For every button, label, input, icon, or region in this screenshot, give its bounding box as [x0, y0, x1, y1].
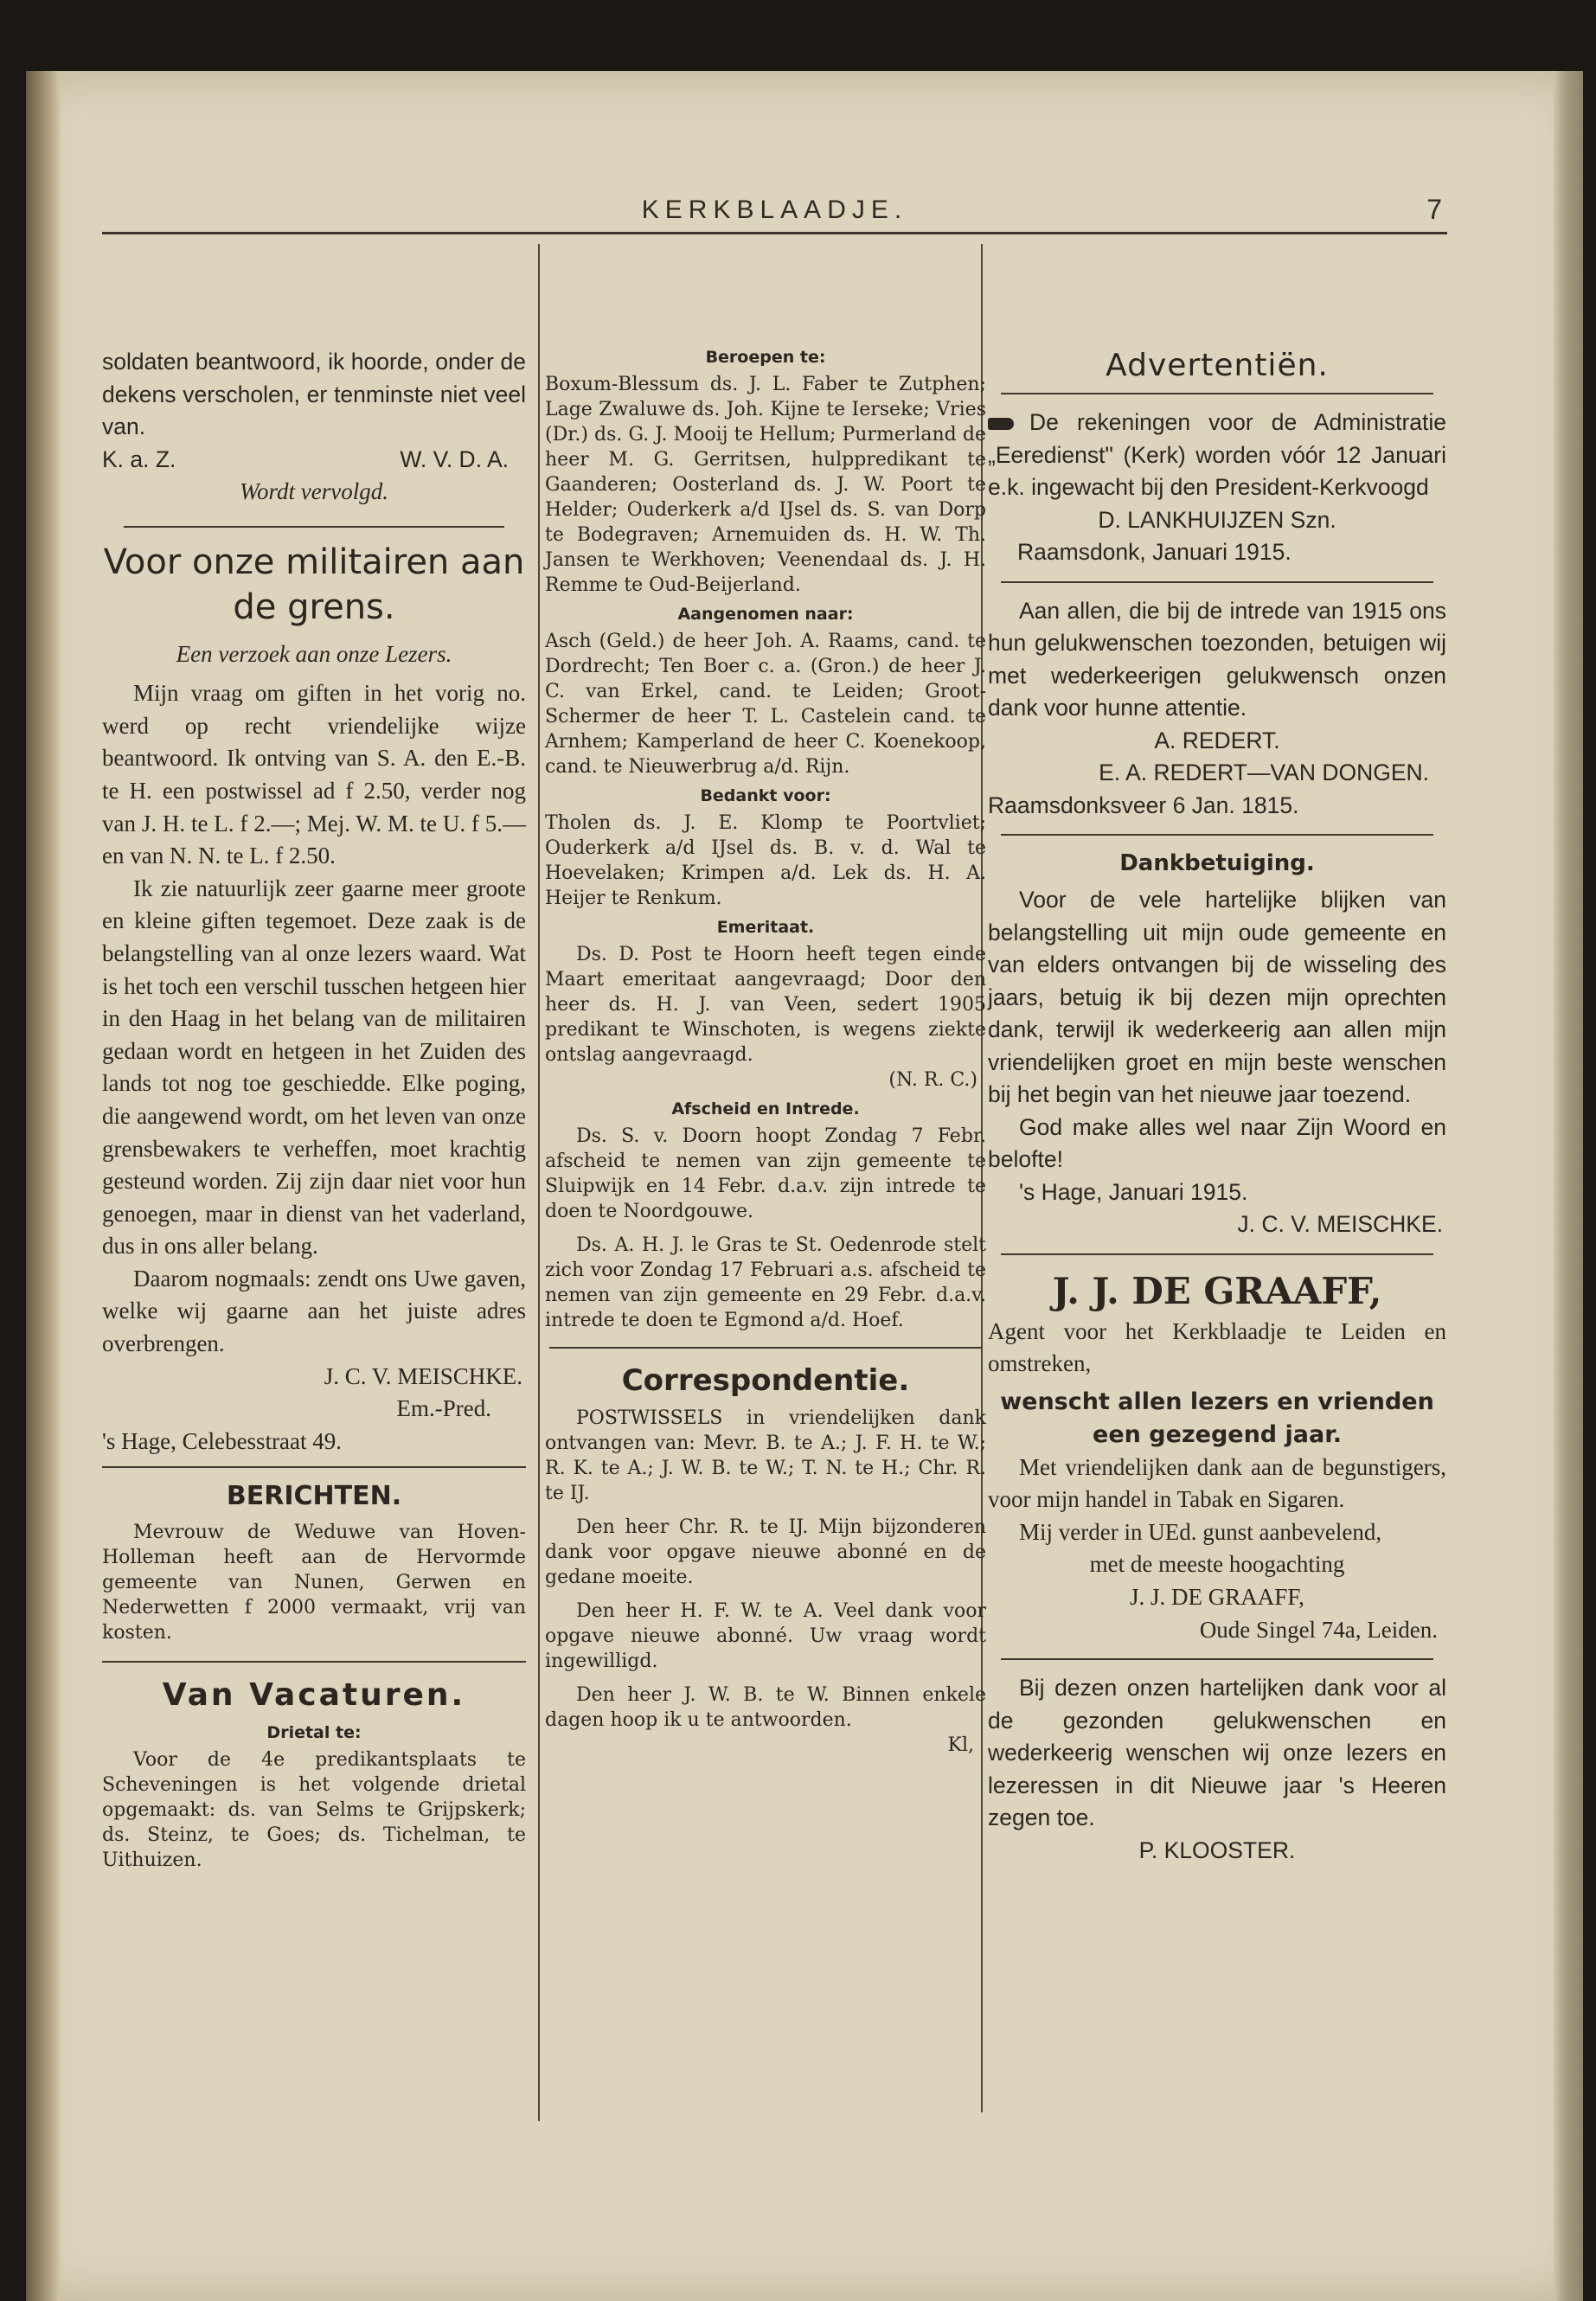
- section-divider: [1001, 393, 1433, 394]
- afscheid-paragraph: Ds. A. H. J. le Gras te St. Oedenrode stelt zich voor Zondag 17 Februari a.s. afscheid te nemen van zijn gemeente en 29 Febr. d.a.v. intrede te doen te Egmond a/d. Hoef.: [545, 1234, 986, 1331]
- bedankt-text: Tholen ds. J. E. Klomp te Poortvliet; Ouderkerk a/d IJsel ds. B. v. d. Wal te Hoevelaken; Krimpen a/d. Lek ds. H. A. Heijer te Renkum.: [545, 812, 986, 909]
- column-left: [102, 244, 526, 1873]
- military-subheading: Een verzoek aan onze Lezers.: [176, 640, 452, 667]
- drietal-heading: Drietal te:: [266, 1723, 362, 1743]
- section-divider: [1001, 1658, 1433, 1660]
- klooster-signature: P. KLOOSTER.: [1138, 1836, 1296, 1863]
- graaff-heading: J. J. DE GRAAFF,: [1052, 1269, 1382, 1312]
- graaff-paragraph: Mij verder in UEd. gunst aanbevelend,: [1019, 1518, 1382, 1545]
- beroepen-text: Boxum-Blessum ds. J. L. Faber te Zutphen; Lage Zwaluwe ds. Joh. Kijne te Ierseke; Vries (Dr.) ds. G. J. Mooij te Hellum; Purmerland de heer M. G. Gerritsen, hulppredikant te Gaanderen; Oosterland ds. J. W. Poort te Helder; Ouderkerk a/d IJsel ds. S. van Dorp te Bodegraven; Arnemuiden ds. H. W. Th. Jansen te Werkhoven; Veenendaal ds. J. H. Remme te Oud-Beijerland.: [545, 374, 986, 596]
- military-paragraph: Mijn vraag om giften in het vorig no. werd op recht vriendelijke wijze beantwoord. Ik ontving van S. A. den E.-B. te H. een postwissel ad f 2.50, verder nog van J. H. te L. f 2.—; Mej. W. M. te U. f 5.— en van N. N. te L. f 2.50.: [102, 680, 526, 869]
- page-header: [102, 192, 1447, 234]
- section-divider: [102, 1466, 526, 1468]
- military-heading: Voor onze militairen aan de grens.: [103, 542, 525, 627]
- aangenomen-heading: Aangenomen naar:: [677, 605, 854, 624]
- military-signature: J. C. V. MEISCHKE.: [324, 1362, 522, 1389]
- graaff-subtitle: Agent voor het Kerkblaadje te Leiden en omstreken,: [988, 1317, 1446, 1377]
- advertisement-place: Raamsdonksveer 6 Jan. 1815.: [988, 792, 1299, 818]
- pointing-hand-icon: [988, 418, 1014, 430]
- story-signature: [102, 444, 526, 477]
- graaff-paragraph: met de meeste hoogachting: [1089, 1551, 1345, 1578]
- correspondentie-heading: Correspondentie.: [621, 1363, 910, 1398]
- page-number: 7: [1426, 194, 1442, 225]
- column-right: [988, 244, 1446, 1867]
- graaff-signature: J. J. DE GRAAFF,: [1130, 1584, 1304, 1611]
- graaff-address: Oude Singel 74a, Leiden.: [1199, 1616, 1438, 1643]
- military-paragraph: Ik zie natuurlijk zeer gaarne meer groote en kleine giften tegemoet. Deze zaak is de belangstelling van al onze lezers waard. Wat is het toch een verschil tusschen hetgeen hier in den Haag in het belang van de militairen gedaan wordt en hetgeen in het Zuiden des lands tot nog toe geschiedde. Elke poging, die aangewend wordt, om het leven van onze grensbewakers te verheffen, moet krachtig gesteund worden. Zij zijn daar niet voor hun genoegen, maar in dienst van het vaderland, dus in ons aller belang.: [102, 875, 526, 1259]
- newspaper-page: [26, 71, 1583, 2301]
- advertisement-text: [988, 407, 1446, 504]
- story-ending: soldaten beantwoord, ik hoorde, onder de dekens verscholen, er tenminste niet veel van.: [102, 349, 526, 439]
- section-divider: [1001, 1253, 1433, 1255]
- dankbetuiging-place: 's Hage, Januari 1915.: [1019, 1178, 1248, 1205]
- emeritaat-text: Ds. D. Post te Hoorn heeft tegen einde Maart emeritaat aangevraagd; Door den heer ds. H. J. van Veen, sedert 1905 predikant te Winschoten, is wegens ziekte ontslag aangevraagd.: [545, 944, 986, 1066]
- section-divider: [124, 526, 504, 528]
- section-divider: [1001, 581, 1433, 583]
- aangenomen-text: Asch (Geld.) de heer Joh. A. Raams, cand. te Dordrecht; Ten Boer c. a. (Gron.) de heer J. C. van Erkel, cand. te Leiden; Groot-Schermer de heer T. L. Castelein cand. te Arnhem; Kamperland de heer C. Koenekoop, cand. te Nieuwerbrug a/d. Rijn.: [545, 631, 986, 778]
- advertenties-heading: Advertentiën.: [1106, 348, 1329, 383]
- column-rule: [538, 244, 540, 2121]
- dankbetuiging-body: Voor de vele hartelijke blijken van belangstelling uit mijn oude gemeente en van elders ontvangen bij de wisseling des jaars, betuig ik bij dezen mijn oprechten dank, terwijl ik wederkeerig aan allen mijn vriendelijken groet en mijn beste wenschen bij het begin van het nieuwe jaar toezend.: [988, 887, 1446, 1107]
- signature-right: W. V. D. A.: [400, 445, 509, 472]
- dankbetuiging-signature: J. C. V. MEISCHKE.: [1237, 1211, 1443, 1237]
- dankbetuiging-heading: Dankbetuiging.: [1119, 850, 1315, 876]
- correspondentie-paragraph: POSTWISSELS in vriendelijken dank ontvangen van: Mevr. B. te A.; J. F. H. te W.; R. K. te A.; J. W. B. te W.; T. N. te H.; Chr. R. te IJ.: [545, 1407, 986, 1504]
- correspondentie-paragraph: Den heer J. W. B. te W. Binnen enkele dagen hoop ik u te antwoorden.: [545, 1684, 986, 1731]
- military-signature-title: Em.-Pred.: [396, 1395, 491, 1422]
- advertisement-body: De rekeningen voor de Administratie „Eeredienst" (Kerk) worden vóór 12 Januari e.k. ingewacht bij den President-Kerkvoogd: [988, 409, 1446, 500]
- graaff-wish: wenscht allen lezers en vrienden een gezegend jaar.: [1000, 1388, 1434, 1448]
- berichten-heading: BERICHTEN.: [226, 1481, 402, 1512]
- correspondentie-paragraph: Den heer Chr. R. te IJ. Mijn bijzonderen dank voor opgave nieuwe abonné en de gedane moeite.: [545, 1516, 986, 1588]
- masthead-title: KERKBLAADJE.: [641, 195, 908, 224]
- beroepen-heading: Beroepen te:: [705, 348, 826, 367]
- advertisement-signature: A. REDERT.: [1154, 727, 1280, 753]
- correspondentie-signature: Kl,: [947, 1734, 974, 1756]
- emeritaat-source: (N. R. C.): [888, 1069, 977, 1091]
- military-address: 's Hage, Celebesstraat 49.: [102, 1427, 343, 1454]
- graaff-paragraph: Met vriendelijken dank aan de begunstigers, voor mijn handel in Tabak en Sigaren.: [988, 1453, 1446, 1513]
- correspondentie-paragraph: Den heer H. F. W. te A. Veel dank voor opgave nieuwe abonné. Uw vraag wordt ingewilligd.: [545, 1600, 986, 1672]
- page-binding: [26, 71, 61, 2301]
- afscheid-paragraph: Ds. S. v. Doorn hoopt Zondag 7 Febr. afscheid te nemen van zijn gemeente te Sluipwijk en 14 Febr. d.a.v. zijn intrede te doen te Noordgouwe.: [545, 1125, 986, 1222]
- afscheid-heading: Afscheid en Intrede.: [671, 1099, 860, 1118]
- military-paragraph: Daarom nogmaals: zendt ons Uwe gaven, welke wij gaarne aan het juiste adres overbrengen.: [102, 1265, 526, 1357]
- drietal-text: Voor de 4e predikantsplaats te Scheveningen is het volgende drietal opgemaakt: ds. van Selms te Grijpskerk; ds. Steinz, te Goes; ds. Tichelman, te Uithuizen.: [102, 1749, 526, 1872]
- bedankt-heading: Bedankt voor:: [700, 786, 831, 805]
- section-divider: [549, 1347, 982, 1349]
- klooster-body: Bij dezen onzen hartelijken dank voor al de gezonden gelukwenschen en wederkeerig wenschen wij onze lezers en lezeressen in dit Nieuwe jaar 's Heeren zegen toe.: [988, 1675, 1446, 1831]
- berichten-text: Mevrouw de Weduwe van Hoven-Holleman heeft aan de Hervormde gemeente van Nunen, Gerwen en Nederwetten f 2000 vermaakt, vrij van kosten.: [102, 1522, 526, 1644]
- advertisement-signature: E. A. REDERT—VAN DONGEN.: [1099, 760, 1429, 785]
- advertisement-place: Raamsdonk, Januari 1915.: [1017, 539, 1292, 565]
- dankbetuiging-body: God make alles wel naar Zijn Woord en belofte!: [988, 1113, 1446, 1172]
- vacaturen-heading: Van Vacaturen.: [162, 1677, 466, 1714]
- section-divider: [102, 1661, 526, 1663]
- section-divider: [1001, 834, 1433, 836]
- advertisement-signature: D. LANKHUIJZEN Szn.: [1098, 506, 1336, 533]
- signature-left: K. a. Z.: [102, 445, 176, 472]
- column-middle: [545, 244, 986, 1758]
- advertisement-body: Aan allen, die bij de intrede van 1915 ons hun gelukwenschen toezonden, betuigen wij met wederkeerigen gelukwensch onzen dank voor hunne attentie.: [988, 597, 1446, 721]
- to-be-continued: Wordt vervolgd.: [240, 478, 388, 504]
- page-edge: [1554, 71, 1583, 2301]
- emeritaat-heading: Emeritaat.: [716, 918, 815, 937]
